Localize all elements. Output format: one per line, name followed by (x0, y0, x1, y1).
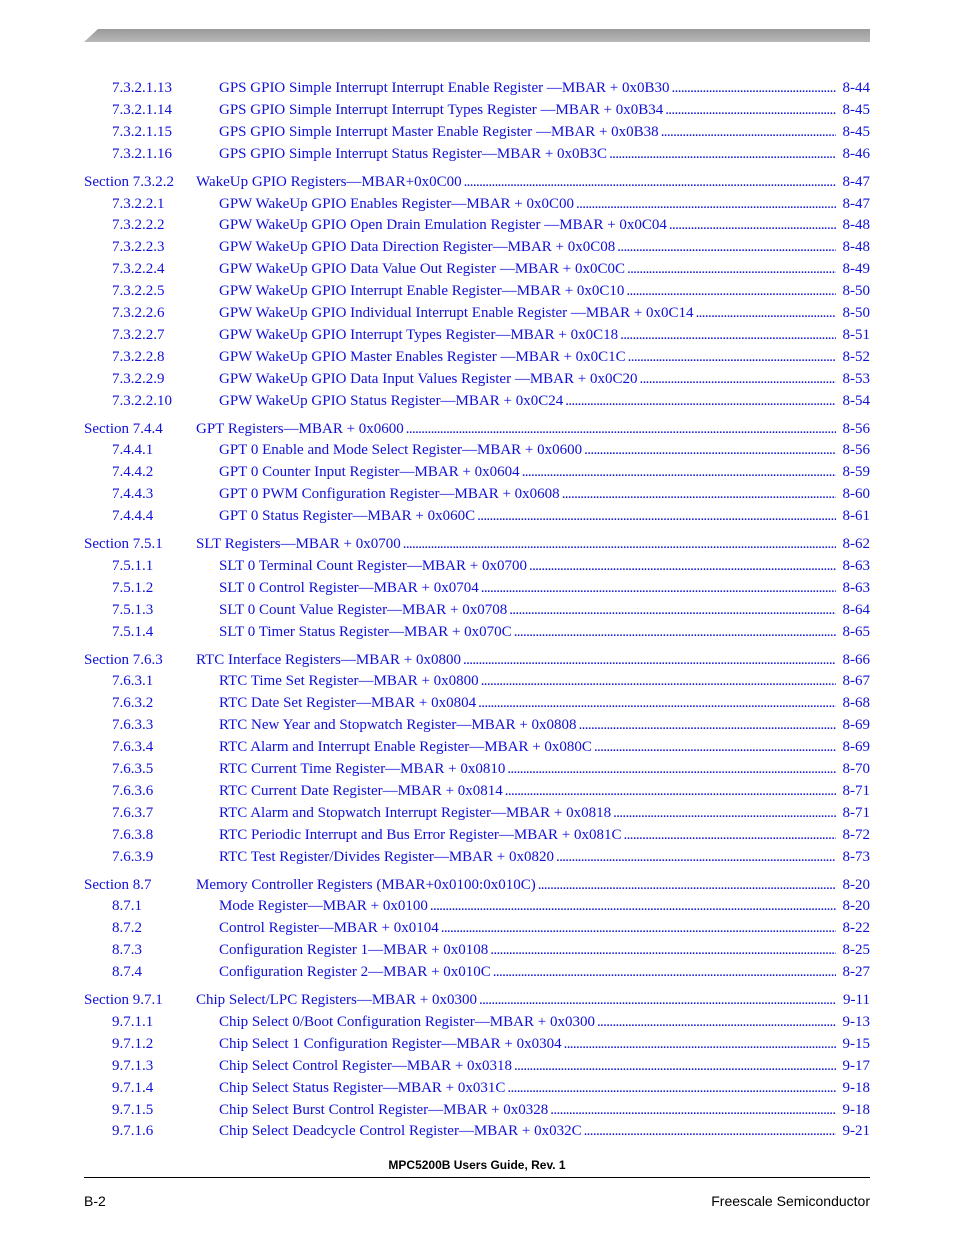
footer-doc-title: MPC5200B Users Guide, Rev. 1 (388, 1158, 566, 1172)
toc-entry-number[interactable]: 7.3.2.2.1 (112, 195, 165, 212)
toc-dot-leader (628, 347, 836, 367)
toc-dot-leader (594, 737, 836, 757)
toc-entry-title[interactable]: GPW WakeUp GPIO Open Drain Emulation Register —MBAR + 0x0C04 (219, 217, 667, 234)
toc-entry-page[interactable]: 8-66 (842, 651, 870, 668)
toc-dot-leader (403, 534, 836, 554)
toc-entry-number[interactable]: 8.7.3 (112, 942, 142, 959)
toc-entry-title[interactable]: Control Register—MBAR + 0x0104 (219, 920, 439, 937)
toc-entry-number[interactable]: 7.3.2.1.13 (112, 80, 172, 96)
toc-dot-leader (509, 600, 836, 620)
toc-entry-title[interactable]: RTC New Year and Stopwatch Register—MBAR + 0x0808 (219, 717, 577, 734)
toc-dot-leader (505, 781, 836, 801)
toc-dot-leader (564, 1034, 836, 1054)
toc-entry[interactable] (112, 122, 870, 142)
toc-entry[interactable] (112, 1078, 870, 1098)
toc-entry-page[interactable]: 8-20 (842, 898, 870, 915)
toc-entry-number[interactable]: 7.4.4.2 (112, 464, 154, 481)
toc-entry-page[interactable]: 9-15 (842, 1035, 870, 1052)
toc-entry[interactable] (112, 1100, 870, 1120)
toc-entry-page[interactable]: 8-71 (842, 804, 870, 821)
toc-entry-page[interactable]: 8-25 (842, 942, 870, 959)
toc-entry-title[interactable]: SLT 0 Timer Status Register—MBAR + 0x070C (219, 623, 512, 640)
toc-entry-page[interactable]: 8-67 (842, 673, 870, 690)
toc-entry-number[interactable]: 7.3.2.1.14 (112, 101, 172, 118)
toc-entry-title[interactable]: GPW WakeUp GPIO Master Enables Register —MBAR + 0x0C1C (219, 348, 626, 365)
toc-dot-leader (620, 325, 836, 345)
toc-entry[interactable] (112, 1034, 870, 1054)
toc-entry-number[interactable]: 7.3.2.2.4 (112, 261, 165, 278)
toc-entry-number[interactable]: 7.3.2.2.3 (112, 239, 165, 256)
toc-entry[interactable] (112, 578, 870, 598)
toc-entry-title[interactable]: GPS GPIO Simple Interrupt Status Register—MBAR + 0x0B3C (219, 145, 608, 162)
toc-entry-number[interactable]: 7.6.3.6 (112, 782, 154, 799)
toc-entry-page[interactable]: 8-50 (842, 283, 870, 300)
toc-entry-page[interactable]: 8-70 (842, 761, 870, 777)
toc-entry-number[interactable]: 8.7.2 (112, 920, 142, 937)
toc-entry-page[interactable]: 9-18 (842, 1101, 870, 1118)
toc-entry-page[interactable]: 8-63 (842, 557, 870, 574)
toc-entry-page[interactable]: 8-47 (842, 195, 870, 212)
toc-section-entry[interactable] (84, 534, 870, 554)
toc-entry-page[interactable]: 8-49 (842, 261, 870, 278)
toc-section-entry[interactable] (84, 650, 870, 670)
toc-entry-title[interactable]: GPW WakeUp GPIO Individual Interrupt Enable Register —MBAR + 0x0C14 (219, 305, 694, 321)
toc-entry-title[interactable]: RTC Alarm and Stopwatch Interrupt Register—MBAR + 0x0818 (219, 804, 612, 821)
toc-section-entry[interactable] (84, 419, 870, 439)
toc-entry-title[interactable]: GPT 0 Status Register—MBAR + 0x060C (219, 508, 476, 525)
toc-entry-number[interactable]: Section 7.4.4 (84, 420, 163, 437)
toc-entry-title[interactable]: RTC Date Set Register—MBAR + 0x0804 (219, 695, 477, 712)
toc-entry-number[interactable]: 7.6.3.2 (112, 695, 154, 712)
toc-entry-number[interactable]: 7.3.2.2.5 (112, 283, 165, 300)
toc-entry-page[interactable]: 8-47 (842, 173, 870, 190)
toc-dot-leader (529, 556, 836, 576)
toc-entry-title[interactable]: GPT Registers—MBAR + 0x0600 (196, 420, 404, 437)
toc-dot-leader (617, 237, 836, 257)
toc-entry[interactable] (112, 781, 870, 801)
toc-entry-page[interactable]: 8-71 (842, 782, 870, 799)
toc-dot-leader (522, 462, 836, 482)
toc-entry[interactable] (112, 194, 870, 214)
toc-entry[interactable] (112, 78, 870, 98)
toc-entry[interactable] (112, 847, 870, 867)
toc-entry-number[interactable]: 7.5.1.2 (112, 579, 154, 596)
toc-entry-number[interactable]: 7.3.2.2.2 (112, 217, 165, 234)
toc-entry-title[interactable]: GPW WakeUp GPIO Enables Register—MBAR + 0x0C00 (219, 195, 575, 212)
toc-dot-leader (565, 391, 836, 411)
toc-entry-number[interactable]: 9.7.1.1 (112, 1013, 154, 1030)
toc-dot-leader (430, 896, 836, 916)
toc-dot-leader (478, 693, 836, 713)
toc-entry-title[interactable]: GPS GPIO Simple Interrupt Interrupt Enable Register —MBAR + 0x0B30 (219, 80, 670, 96)
toc-dot-leader (481, 671, 836, 691)
toc-entry-number[interactable]: 7.4.4.3 (112, 486, 154, 503)
toc-entry[interactable] (112, 622, 870, 642)
toc-entry-page[interactable]: 8-52 (842, 348, 870, 365)
toc-entry-page[interactable]: 8-48 (842, 217, 870, 234)
toc-dot-leader (609, 144, 836, 164)
toc-entry-number[interactable]: 9.7.1.5 (112, 1101, 154, 1118)
toc-entry[interactable] (112, 671, 870, 691)
toc-entry-title[interactable]: Chip Select Control Register—MBAR + 0x0318 (219, 1057, 513, 1074)
toc-entry-page[interactable]: 8-48 (842, 239, 870, 256)
toc-entry-number[interactable]: 7.3.2.2.8 (112, 348, 165, 365)
toc-dot-leader (696, 303, 836, 323)
toc-entry-number[interactable]: 9.7.1.2 (112, 1035, 154, 1052)
footer-company: Freescale Semiconductor (711, 1193, 870, 1209)
toc-entry[interactable] (112, 440, 870, 460)
toc-dot-leader (639, 369, 836, 389)
toc-dot-leader (477, 506, 836, 526)
toc-entry-title[interactable]: GPS GPIO Simple Interrupt Master Enable Register —MBAR + 0x0B38 (219, 123, 659, 140)
toc-entry-title[interactable]: Memory Controller Registers (MBAR+0x0100:0x010C) (196, 876, 536, 893)
toc-dot-leader (441, 918, 836, 938)
toc-entry[interactable] (112, 215, 870, 235)
toc-entry-number[interactable]: 7.5.1.3 (112, 601, 154, 618)
toc-entry-title[interactable]: GPW WakeUp GPIO Data Value Out Register —MBAR + 0x0C0C (219, 261, 625, 278)
toc-entry-title[interactable]: RTC Time Set Register—MBAR + 0x0800 (219, 673, 479, 690)
toc-entry[interactable] (112, 462, 870, 482)
toc-entry[interactable] (112, 759, 870, 779)
toc-entry-title[interactable]: GPW WakeUp GPIO Data Direction Register—MBAR + 0x0C08 (219, 239, 616, 256)
toc-entry-title[interactable]: GPT 0 Enable and Mode Select Register—MBAR + 0x0600 (219, 442, 583, 459)
toc-entry-title[interactable]: Configuration Register 2—MBAR + 0x010C (219, 964, 491, 981)
toc-entry-page[interactable]: 8-54 (842, 392, 870, 409)
toc-entry-number[interactable]: 7.6.3.1 (112, 673, 154, 690)
toc-entry-page[interactable]: 8-60 (842, 486, 870, 503)
toc-entry-title[interactable]: GPT 0 Counter Input Register—MBAR + 0x0604 (219, 464, 520, 481)
toc-entry-title[interactable]: SLT 0 Count Value Register—MBAR + 0x0708 (219, 601, 508, 618)
toc-entry[interactable] (112, 237, 870, 257)
toc-entry-number[interactable]: Section 7.5.1 (84, 536, 163, 552)
toc-entry-number[interactable]: 7.6.3.5 (112, 761, 154, 777)
toc-entry-number[interactable]: 7.6.3.3 (112, 717, 154, 734)
toc-dot-leader (584, 1121, 836, 1141)
toc-entry[interactable] (112, 803, 870, 823)
toc-dot-leader (579, 715, 836, 735)
toc-entry-number[interactable]: Section 7.6.3 (84, 651, 163, 668)
toc-dot-leader (538, 875, 836, 895)
toc-entry-title[interactable]: RTC Current Time Register—MBAR + 0x0810 (219, 761, 506, 777)
toc-entry-title[interactable]: Chip Select/LPC Registers—MBAR + 0x0300 (196, 992, 477, 1008)
toc-dot-leader (507, 1078, 836, 1098)
toc-dot-leader (463, 650, 836, 670)
toc-entry-page[interactable]: 8-63 (842, 579, 870, 596)
toc-entry-page[interactable]: 9-21 (842, 1123, 870, 1140)
toc-entry-number[interactable]: 9.7.1.3 (112, 1057, 154, 1074)
toc-entry-page[interactable]: 8-64 (842, 601, 870, 618)
toc-entry[interactable] (112, 556, 870, 576)
toc-dot-leader (672, 78, 836, 98)
toc-entry-number[interactable]: 7.6.3.4 (112, 739, 154, 756)
toc-entry[interactable] (112, 1121, 870, 1141)
toc-entry-number[interactable]: 7.6.3.8 (112, 826, 154, 843)
toc-entry-page[interactable]: 8-73 (842, 848, 870, 865)
toc-entry[interactable] (112, 940, 870, 960)
toc-dot-leader (584, 440, 836, 460)
toc-entry[interactable] (112, 369, 870, 389)
toc-entry-title[interactable]: RTC Current Date Register—MBAR + 0x0814 (219, 782, 503, 799)
toc-dot-leader (507, 759, 836, 779)
toc-entry-number[interactable]: 7.6.3.9 (112, 848, 154, 865)
toc-entry-title[interactable]: GPT 0 PWM Configuration Register—MBAR + 0x0608 (219, 486, 560, 503)
toc-entry[interactable] (112, 144, 870, 164)
toc-entry-page[interactable]: 8-45 (842, 101, 870, 118)
toc-entry[interactable] (112, 281, 870, 301)
toc-dot-leader (665, 100, 836, 120)
toc-dot-leader (493, 962, 836, 982)
toc-dot-leader (479, 990, 836, 1010)
toc-entry-number[interactable]: 7.5.1.4 (112, 623, 154, 640)
toc-entry[interactable] (112, 391, 870, 411)
toc-entry[interactable] (112, 825, 870, 845)
toc-section-entry[interactable] (84, 875, 870, 895)
toc-entry-title[interactable]: Configuration Register 1—MBAR + 0x0108 (219, 942, 489, 959)
toc-entry[interactable] (112, 303, 870, 323)
toc-entry-number[interactable]: 7.4.4.1 (112, 442, 154, 459)
toc-entry-title[interactable]: GPW WakeUp GPIO Status Register—MBAR + 0x0C24 (219, 392, 564, 409)
toc-entry-title[interactable]: Chip Select Burst Control Register—MBAR + 0x0328 (219, 1101, 549, 1118)
toc-entry-title[interactable]: SLT Registers—MBAR + 0x0700 (196, 536, 401, 552)
toc-entry-title[interactable]: RTC Test Register/Divides Register—MBAR + 0x0820 (219, 848, 554, 865)
toc-entry-title[interactable]: RTC Alarm and Interrupt Enable Register—MBAR + 0x080C (219, 739, 592, 756)
toc-entry-number[interactable]: 7.3.2.2.10 (112, 392, 172, 409)
toc-entry-title[interactable]: RTC Interface Registers—MBAR + 0x0800 (196, 651, 462, 668)
toc-entry-number[interactable]: 9.7.1.6 (112, 1123, 154, 1140)
toc-entry-number[interactable]: Section 7.3.2.2 (84, 173, 174, 190)
toc-section-entry[interactable] (84, 172, 870, 192)
toc-entry[interactable] (112, 600, 870, 620)
toc-entry-page[interactable]: 8-20 (842, 876, 870, 893)
toc-dot-leader (490, 940, 836, 960)
toc-entry-page[interactable]: 8-68 (842, 695, 870, 712)
toc-entry-number[interactable]: 7.5.1.1 (112, 557, 154, 574)
toc-entry-page[interactable]: 9-18 (842, 1079, 870, 1096)
toc-entry-page[interactable]: 8-46 (842, 145, 870, 162)
toc-entry-page[interactable]: 8-27 (842, 964, 870, 981)
toc-dot-leader (627, 259, 836, 279)
toc-dot-leader (406, 419, 836, 439)
toc-dot-leader (669, 215, 836, 235)
toc-entry[interactable] (112, 100, 870, 120)
toc-dot-leader (481, 578, 836, 598)
toc-entry-title[interactable]: GPW WakeUp GPIO Interrupt Enable Register—MBAR + 0x0C10 (219, 283, 625, 300)
toc-dot-leader (626, 281, 836, 301)
toc-entry[interactable] (112, 1012, 870, 1032)
toc-entry[interactable] (112, 715, 870, 735)
toc-entry-title[interactable]: SLT 0 Terminal Count Register—MBAR + 0x0700 (219, 557, 527, 574)
toc-entry-title[interactable]: GPS GPIO Simple Interrupt Interrupt Types Register —MBAR + 0x0B34 (219, 101, 664, 118)
toc-entry-page[interactable]: 8-50 (842, 305, 870, 321)
toc-entry-number[interactable]: 7.3.2.2.6 (112, 305, 165, 321)
toc-entry-title[interactable]: Chip Select 1 Configuration Register—MBAR + 0x0304 (219, 1035, 562, 1052)
toc-dot-leader (613, 803, 836, 823)
toc-entry-number[interactable]: 7.3.2.2.7 (112, 326, 165, 343)
toc-entry-page[interactable]: 8-65 (842, 623, 870, 640)
toc-entry-page[interactable]: 8-45 (842, 123, 870, 140)
toc-entry-page[interactable]: 9-13 (842, 1013, 870, 1030)
toc-entry-page[interactable]: 8-51 (842, 326, 870, 343)
toc-entry-title[interactable]: Chip Select Deadcycle Control Register—MBAR + 0x032C (219, 1123, 582, 1140)
toc-entry[interactable] (112, 347, 870, 367)
toc-entry-title[interactable]: GPW WakeUp GPIO Interrupt Types Register—MBAR + 0x0C18 (219, 326, 619, 343)
toc-dot-leader (562, 484, 836, 504)
toc-entry-number[interactable]: 8.7.4 (112, 964, 142, 981)
toc-dot-leader (464, 172, 836, 192)
header-bar (84, 29, 870, 42)
toc-entry-page[interactable]: 8-53 (842, 370, 870, 387)
toc-entry-number[interactable]: 7.3.2.1.16 (112, 145, 172, 162)
toc-entry-page[interactable]: 8-69 (842, 717, 870, 734)
toc-entry-page[interactable]: 8-61 (842, 508, 870, 525)
toc-entry[interactable] (112, 259, 870, 279)
toc-entry-page[interactable]: 8-69 (842, 739, 870, 756)
toc-dot-leader (661, 122, 836, 142)
toc-entry[interactable] (112, 962, 870, 982)
toc-entry-page[interactable]: 9-11 (843, 992, 870, 1008)
toc-entry-page[interactable]: 8-22 (842, 920, 870, 937)
toc-entry[interactable] (112, 484, 870, 504)
toc-dot-leader (624, 825, 836, 845)
toc-section-entry[interactable] (84, 990, 870, 1010)
toc-entry[interactable] (112, 506, 870, 526)
toc-entry-page[interactable]: 8-59 (842, 464, 870, 481)
toc-entry-number[interactable]: 7.3.2.1.15 (112, 123, 172, 140)
toc-entry-page[interactable]: 8-62 (842, 536, 870, 552)
toc-dot-leader (550, 1100, 836, 1120)
toc-entry-title[interactable]: SLT 0 Control Register—MBAR + 0x0704 (219, 579, 479, 596)
toc-dot-leader (597, 1012, 836, 1032)
toc-entry-number[interactable]: 8.7.1 (112, 898, 142, 915)
toc-entry-page[interactable]: 8-44 (842, 80, 870, 96)
toc-entry-title[interactable]: GPW WakeUp GPIO Data Input Values Register —MBAR + 0x0C20 (219, 370, 638, 387)
toc-entry-page[interactable]: 9-17 (842, 1057, 870, 1074)
toc-entry-number[interactable]: 7.4.4.4 (112, 508, 154, 525)
toc-entry-title[interactable]: WakeUp GPIO Registers—MBAR+0x0C00 (196, 173, 462, 190)
toc-entry[interactable] (112, 1056, 870, 1076)
toc-entry[interactable] (112, 896, 870, 916)
footer-divider (84, 1177, 870, 1178)
toc-entry-page[interactable]: 8-56 (842, 442, 870, 459)
toc-entry-number[interactable]: 7.6.3.7 (112, 804, 154, 821)
toc-entry-page[interactable]: 8-56 (842, 420, 870, 437)
toc-entry[interactable] (112, 325, 870, 345)
toc-dot-leader (514, 1056, 836, 1076)
toc-entry-number[interactable]: Section 8.7 (84, 876, 152, 893)
toc-entry-number[interactable]: Section 9.7.1 (84, 992, 163, 1008)
toc-dot-leader (556, 847, 836, 867)
footer-page-label: B-2 (84, 1193, 106, 1209)
toc-entry[interactable] (112, 693, 870, 713)
toc-entry-number[interactable]: 9.7.1.4 (112, 1079, 154, 1096)
toc-entry-number[interactable]: 7.3.2.2.9 (112, 370, 165, 387)
toc-entry[interactable] (112, 737, 870, 757)
toc-entry-title[interactable]: Chip Select Status Register—MBAR + 0x031C (219, 1079, 506, 1096)
toc-entry[interactable] (112, 918, 870, 938)
toc-entry-title[interactable]: Mode Register—MBAR + 0x0100 (219, 898, 428, 915)
toc-dot-leader (514, 622, 836, 642)
toc-entry-title[interactable]: Chip Select 0/Boot Configuration Register—MBAR + 0x0300 (219, 1013, 595, 1030)
toc-entry-page[interactable]: 8-72 (842, 826, 870, 843)
toc-dot-leader (576, 194, 836, 214)
toc-entry-title[interactable]: RTC Periodic Interrupt and Bus Error Register—MBAR + 0x081C (219, 826, 622, 843)
